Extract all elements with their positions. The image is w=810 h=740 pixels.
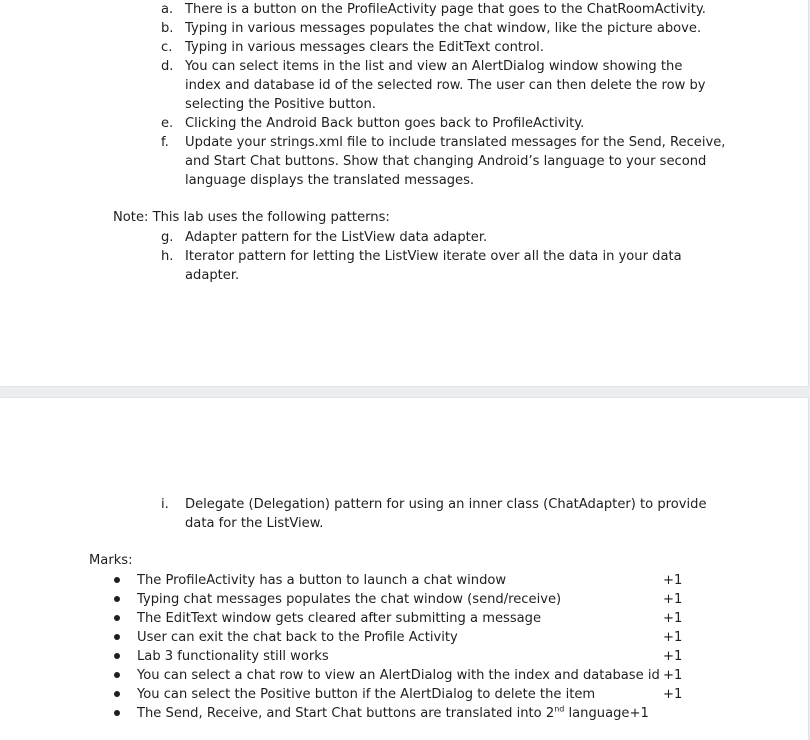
text-line: Delegate (Delegation) pattern for using an inner class (ChatAdapter) to provide: [185, 497, 707, 512]
marks-item-text-before: The Send, Receive, and Start Chat buttons are translated into 2: [137, 706, 555, 721]
marks-item-text: [137, 704, 649, 723]
list-text: [185, 114, 584, 133]
marks-item-score: +1: [663, 668, 683, 683]
bullet-icon: [114, 634, 120, 640]
bullet-icon: [114, 615, 120, 621]
list-marker: d.: [161, 59, 174, 74]
text-line: and Start Chat buttons. Show that changing Android’s language to your second: [185, 154, 707, 169]
text-line: There is a button on the ProfileActivity page that goes to the ChatRoomActivity.: [185, 2, 706, 17]
text-line: language displays the translated messages.: [185, 173, 475, 188]
ordinal-superscript: nd: [554, 704, 565, 714]
marks-item-text: The EditText window gets cleared after submitting a message: [137, 611, 542, 626]
marks-item-text: User can exit the chat back to the Profile Activity: [137, 630, 458, 645]
text-line: Adapter pattern for the ListView data adapter.: [185, 230, 488, 245]
marks-item: [110, 685, 700, 704]
marks-item-text: Typing chat messages populates the chat window (send/receive): [137, 592, 562, 607]
bullet-icon: [114, 672, 120, 678]
marks-item-text-after: language: [564, 706, 630, 721]
text-line: Update your strings.xml file to include translated messages for the Send, Receive,: [185, 135, 726, 150]
list-marker: a.: [161, 2, 174, 17]
marks-item: [110, 609, 700, 628]
list-marker: c.: [161, 40, 173, 55]
marks-item-score: +1: [663, 611, 683, 626]
marks-item-text: Lab 3 functionality still works: [137, 649, 329, 664]
list-text: [185, 247, 682, 285]
list-marker: f.: [161, 135, 169, 150]
text-line: Typing in various messages populates the chat window, like the picture above.: [185, 21, 702, 36]
list-text: [185, 19, 701, 38]
list-text: [185, 133, 725, 190]
text-line: data for the ListView.: [185, 516, 324, 531]
marks-item: [110, 704, 700, 723]
marks-heading: Marks:: [89, 553, 133, 568]
bullet-icon: [114, 577, 120, 583]
marks-item-text: The ProfileActivity has a button to launch a chat window: [137, 573, 507, 588]
bullet-icon: [114, 596, 120, 602]
list-marker: i.: [161, 497, 169, 512]
marks-item: [110, 666, 700, 685]
marks-item: [110, 628, 700, 647]
marks-item-score: +1: [663, 592, 683, 607]
text-line: Clicking the Android Back button goes back to ProfileActivity.: [185, 116, 585, 131]
list-marker: g.: [161, 230, 174, 245]
marks-item-score: +1: [663, 573, 683, 588]
list-marker: h.: [161, 249, 174, 264]
note-heading: Note: This lab uses the following patterns:: [113, 210, 390, 225]
marks-item-score: +1: [663, 649, 683, 664]
text-line: You can select items in the list and view an AlertDialog window showing the: [185, 59, 683, 74]
list-text: [185, 38, 544, 57]
marks-item-text: You can select a chat row to view an AlertDialog with the index and database id: [137, 668, 660, 683]
list-marker: e.: [161, 116, 174, 131]
marks-item-score: +1: [629, 706, 649, 721]
bullet-icon: [114, 691, 120, 697]
text-line: selecting the Positive button.: [185, 97, 376, 112]
marks-item-score: +1: [663, 630, 683, 645]
text-line: Iterator pattern for letting the ListView iterate over all the data in your data: [185, 249, 682, 264]
list-text: [185, 57, 706, 114]
marks-item: [110, 647, 700, 666]
list-text: [185, 228, 487, 247]
text-line: adapter.: [185, 268, 240, 283]
text-line: index and database id of the selected row. The user can then delete the row by: [185, 78, 706, 93]
text-line: Typing in various messages clears the EditText control.: [185, 40, 544, 55]
bullet-icon: [114, 710, 120, 716]
marks-item: [110, 571, 700, 590]
list-text: [185, 495, 707, 533]
document-page-2: [0, 398, 808, 740]
marks-item-score: +1: [663, 687, 683, 702]
marks-item: [110, 590, 700, 609]
marks-item-text: You can select the Positive button if the AlertDialog to delete the item: [137, 687, 596, 702]
list-text: [185, 0, 706, 19]
bullet-icon: [114, 653, 120, 659]
list-marker: b.: [161, 21, 174, 36]
